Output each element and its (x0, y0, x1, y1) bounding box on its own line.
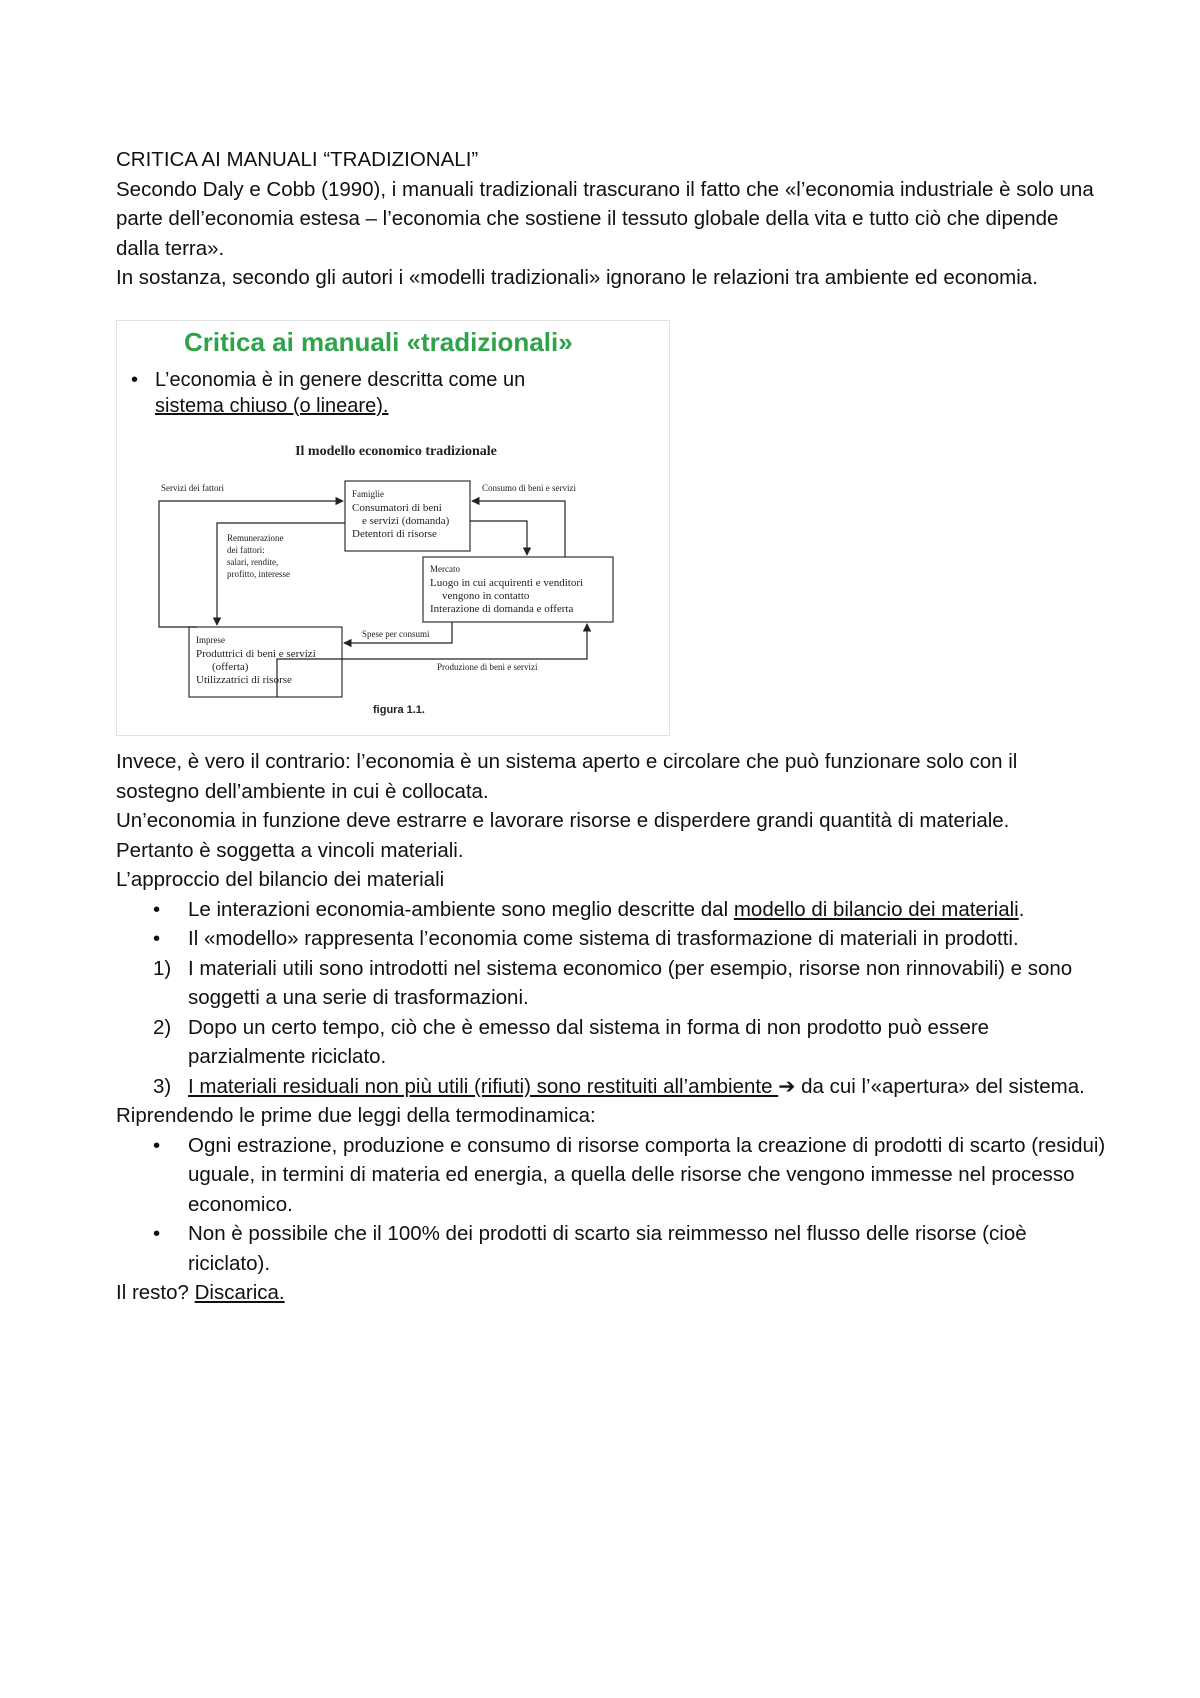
number-mark: 3) (153, 1074, 172, 1098)
body-paragraph-4: Un’economia in funzione deve estrarre e lavorare risorse e disperdere grandi quantità di materiale. (116, 809, 1010, 832)
intro-block (116, 145, 1106, 293)
label-remunerazione-4: profitto, interesse (227, 569, 290, 579)
label-consumo-beni: Consumo di beni e servizi (482, 483, 576, 493)
final-paragraph: Il resto? Discarica. (116, 1281, 285, 1304)
bullet-list-materials (116, 895, 1106, 954)
bullet-mark: • (153, 1133, 161, 1157)
label-spese-consumi: Spese per consumi (362, 629, 430, 639)
mercato-line-2: vengono in contatto (442, 590, 530, 602)
intro-paragraph-2: In sostanza, secondo gli autori i «modelli tradizionali» ignorano le relazioni tra ambiente ed economia. (116, 266, 1038, 289)
numbered-list (116, 954, 1106, 1102)
body-paragraph-3: Invece, è vero il contrario: l’economia è un sistema aperto e circolare che può funzionare solo con il sostegno dell’ambiente in cui è collocata. (116, 750, 1018, 803)
mercato-header: Mercato (430, 564, 460, 574)
famiglie-line-1: Consumatori di beni (352, 502, 442, 514)
mercato-line-1: Luogo in cui acquirenti e venditori (430, 577, 584, 589)
slide-title: Critica ai manuali «tradizionali» (184, 327, 573, 357)
underlined-text: I materiali residuali non più utili (rifiuti) sono restituiti all’ambiente (188, 1074, 779, 1098)
list-item: 3) I materiali residuali non più utili (rifiuti) sono restituiti all’ambiente ➔ da cui l’«apertura» del sistema. (116, 1072, 1106, 1102)
right-arrow-icon: ➔ (778, 1074, 796, 1098)
number-mark: 2) (153, 1015, 172, 1039)
bullet-mark: • (153, 1222, 161, 1245)
diagram-title: Il modello economico tradizionale (295, 444, 497, 459)
mercato-line-3: Interazione di domanda e offerta (430, 603, 574, 615)
imprese-line-1: Produttrici di beni e servizi (196, 648, 316, 660)
slide-bullet-dot: • (131, 369, 139, 391)
list-item: • Ogni estrazione, produzione e consumo di risorse comporta la creazione di prodotti di scarto (residui) uguale, in termini di materia ed energia, a quella delle risorse che vengono immesse nel processo economico. (116, 1131, 1106, 1220)
label-remunerazione-2: dei fattori: (227, 545, 265, 555)
body-paragraph-6: L’approccio del bilancio dei materiali (116, 868, 445, 891)
imprese-line-2: (offerta) (212, 661, 249, 673)
bullet-mark: • (153, 897, 161, 921)
slide-figure (116, 320, 670, 736)
famiglie-line-3: Detentori di risorse (352, 528, 437, 540)
number-mark: 1) (153, 956, 172, 980)
label-remunerazione-1: Remunerazione (227, 533, 284, 543)
famiglie-line-2: e servizi (domanda) (362, 515, 450, 527)
label-servizi-fattori: Servizi dei fattori (161, 483, 224, 493)
list-item: 1) I materiali utili sono introdotti nel sistema economico (per esempio, risorse non rinnovabili) e sono soggetti a una serie di trasformazioni. (116, 954, 1106, 1013)
imprese-line-3: Utilizzatrici di risorse (196, 674, 292, 686)
list-item: • Le interazioni economia-ambiente sono meglio descritte dal modello di bilancio dei materiali. (116, 895, 1106, 925)
figure-caption: figura 1.1. (373, 704, 425, 716)
list-item: • Il «modello» rappresenta l’economia come sistema di trasformazione di materiali in prodotti. (116, 924, 1106, 954)
traditional-model-diagram (117, 321, 669, 735)
body-block (116, 747, 1106, 1308)
list-item: • Non è possibile che il 100% dei prodotti di scarto sia reimmesso nel flusso delle risorse (cioè riciclato). (116, 1219, 1106, 1278)
label-produzione-beni: Produzione di beni e servizi (437, 662, 538, 672)
famiglie-header: Famiglie (352, 489, 384, 499)
slide-bullet-underlined: sistema chiuso (o lineare). (155, 395, 389, 417)
page-heading: CRITICA AI MANUALI “TRADIZIONALI” (116, 148, 479, 171)
bullet-mark: • (153, 927, 161, 950)
slide-bullet-text: L’economia è in genere descritta come un (155, 369, 526, 391)
underlined-text: modello di bilancio dei materiali (733, 897, 1019, 921)
imprese-header: Imprese (196, 635, 225, 645)
label-remunerazione-3: salari, rendite, (227, 557, 279, 567)
bullet-list-thermodynamics (116, 1131, 1106, 1279)
arrow-consumo-beni (472, 501, 565, 557)
body-paragraph-5: Pertanto è soggetta a vincoli materiali. (116, 838, 464, 862)
arrow-famiglie-mercato (470, 521, 527, 555)
list-item: 2) Dopo un certo tempo, ciò che è emesso dal sistema in forma di non prodotto può essere parzialmente riciclato. (116, 1013, 1106, 1072)
underlined-text: Discarica. (194, 1281, 285, 1304)
body-paragraph-7: Riprendendo le prime due leggi della termodinamica: (116, 1104, 596, 1127)
intro-paragraph-1: Secondo Daly e Cobb (1990), i manuali tradizionali trascurano il fatto che «l’economia industriale è solo una parte dell’economia estesa – l’economia che sostiene il tessuto globale della vita e tutto ciò che dipende dalla terra». (116, 177, 1094, 260)
